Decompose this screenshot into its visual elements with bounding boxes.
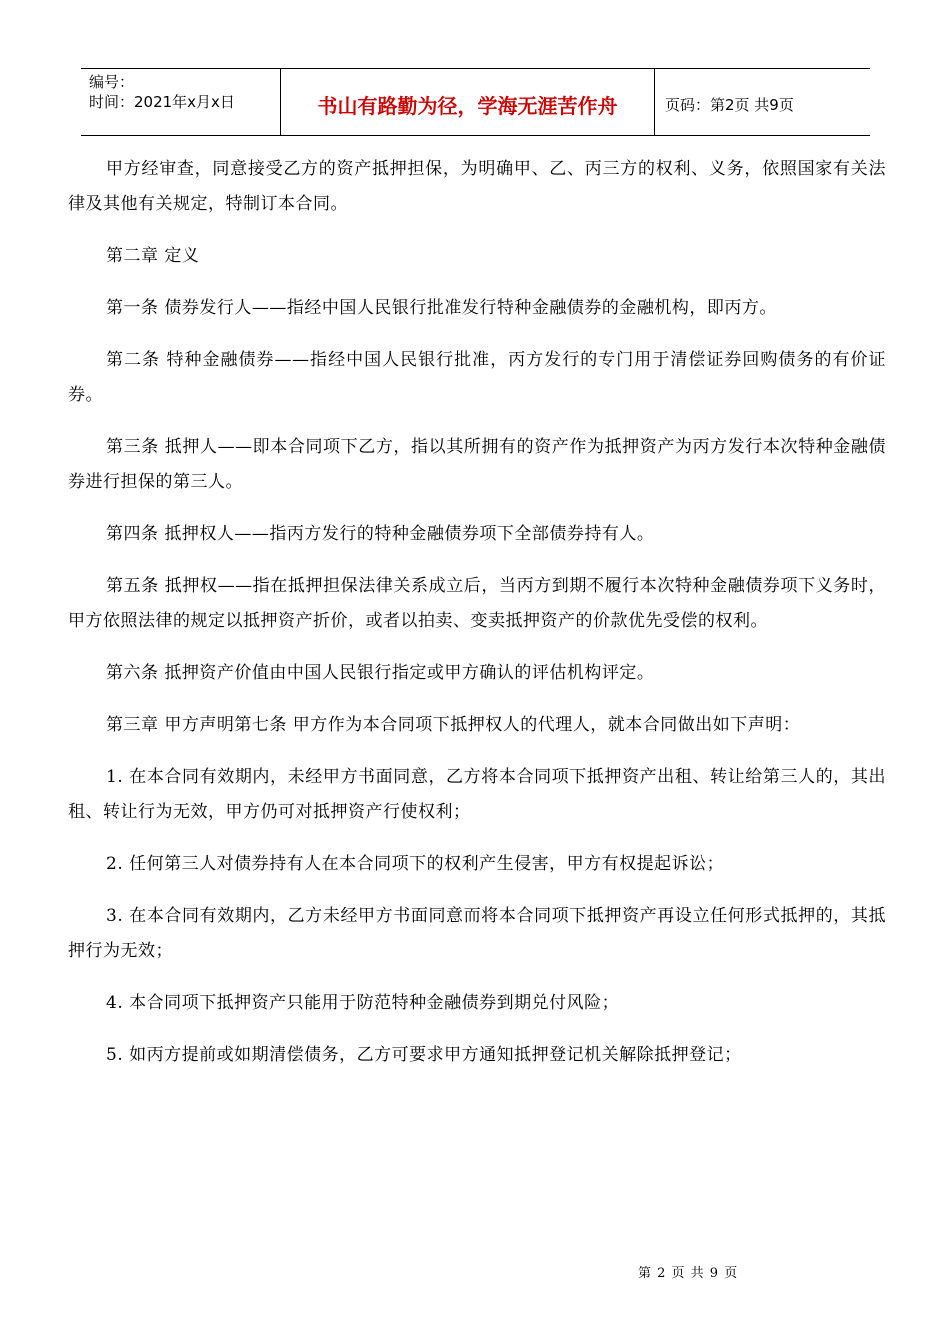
article-paragraph: 第五条 抵押权——指在抵押担保法律关系成立后，当丙方到期不履行本次特种金融债券项下义务时，甲方依照法律的规定以抵押资产折价，或者以拍卖、变卖抵押资产的价款优先受偿的权利。 [68,576,886,631]
paragraph-intro: 甲方经审查，同意接受乙方的资产抵押担保，为明确甲、乙、丙三方的权利、义务，依照国家有关法律及其他有关规定，特制订本合同。 [68,159,886,214]
header-page-label: 页码：第2页 共9页 [665,95,794,114]
document-time-label: 时间：2021年x月x日 [89,93,235,111]
chapter-heading: 第三章 甲方声明第七条 甲方作为本合同项下抵押权人的代理人，就本合同做出如下声明： [106,715,801,735]
article-paragraph: 第六条 抵押资产价值由中国人民银行指定或甲方确认的评估机构评定。 [106,663,655,683]
list-item: 4. 本合同项下抵押资产只能用于防范特种金融债券到期兑付风险； [106,993,620,1013]
header-motto: 书山有路勤为径，学海无涯苦作舟 [281,69,655,135]
chapter-heading: 第二章 定义 [106,246,200,266]
list-item: 5. 如丙方提前或如期清偿债务，乙方可要求甲方通知抵押登记机关解除抵押登记； [106,1045,742,1065]
list-item: 3. 在本合同有效期内，乙方未经甲方书面同意而将本合同项下抵押资产再设立任何形式抵押的，其抵押行为无效； [68,906,886,961]
article-paragraph: 第四条 抵押权人——指丙方发行的特种金融债券项下全部债券持有人。 [106,524,655,544]
article-paragraph: 第三条 抵押人——即本合同项下乙方，指以其所拥有的资产作为抵押资产为丙方发行本次特种金融债券进行担保的第三人。 [68,437,886,492]
header-meta [81,69,281,135]
document-number-label: 编号： [89,73,135,91]
document-body [68,152,886,1090]
list-item: 2. 任何第三人对债券持有人在本合同项下的权利产生侵害，甲方有权提起诉讼； [106,854,725,874]
article-paragraph: 第二条 特种金融债券——指经中国人民银行批准，丙方发行的专门用于清偿证券回购债务的有价证券。 [68,350,886,405]
list-item: 1. 在本合同有效期内，未经甲方书面同意，乙方将本合同项下抵押资产出租、转让给第三人的，其出租、转让行为无效，甲方仍可对抵押资产行使权利； [68,767,886,822]
page-footer: 第 2 页 共 9 页 [638,1266,739,1281]
page-header [81,68,870,136]
article-paragraph: 第一条 债券发行人——指经中国人民银行批准发行特种金融债券的金融机构，即丙方。 [106,298,777,318]
